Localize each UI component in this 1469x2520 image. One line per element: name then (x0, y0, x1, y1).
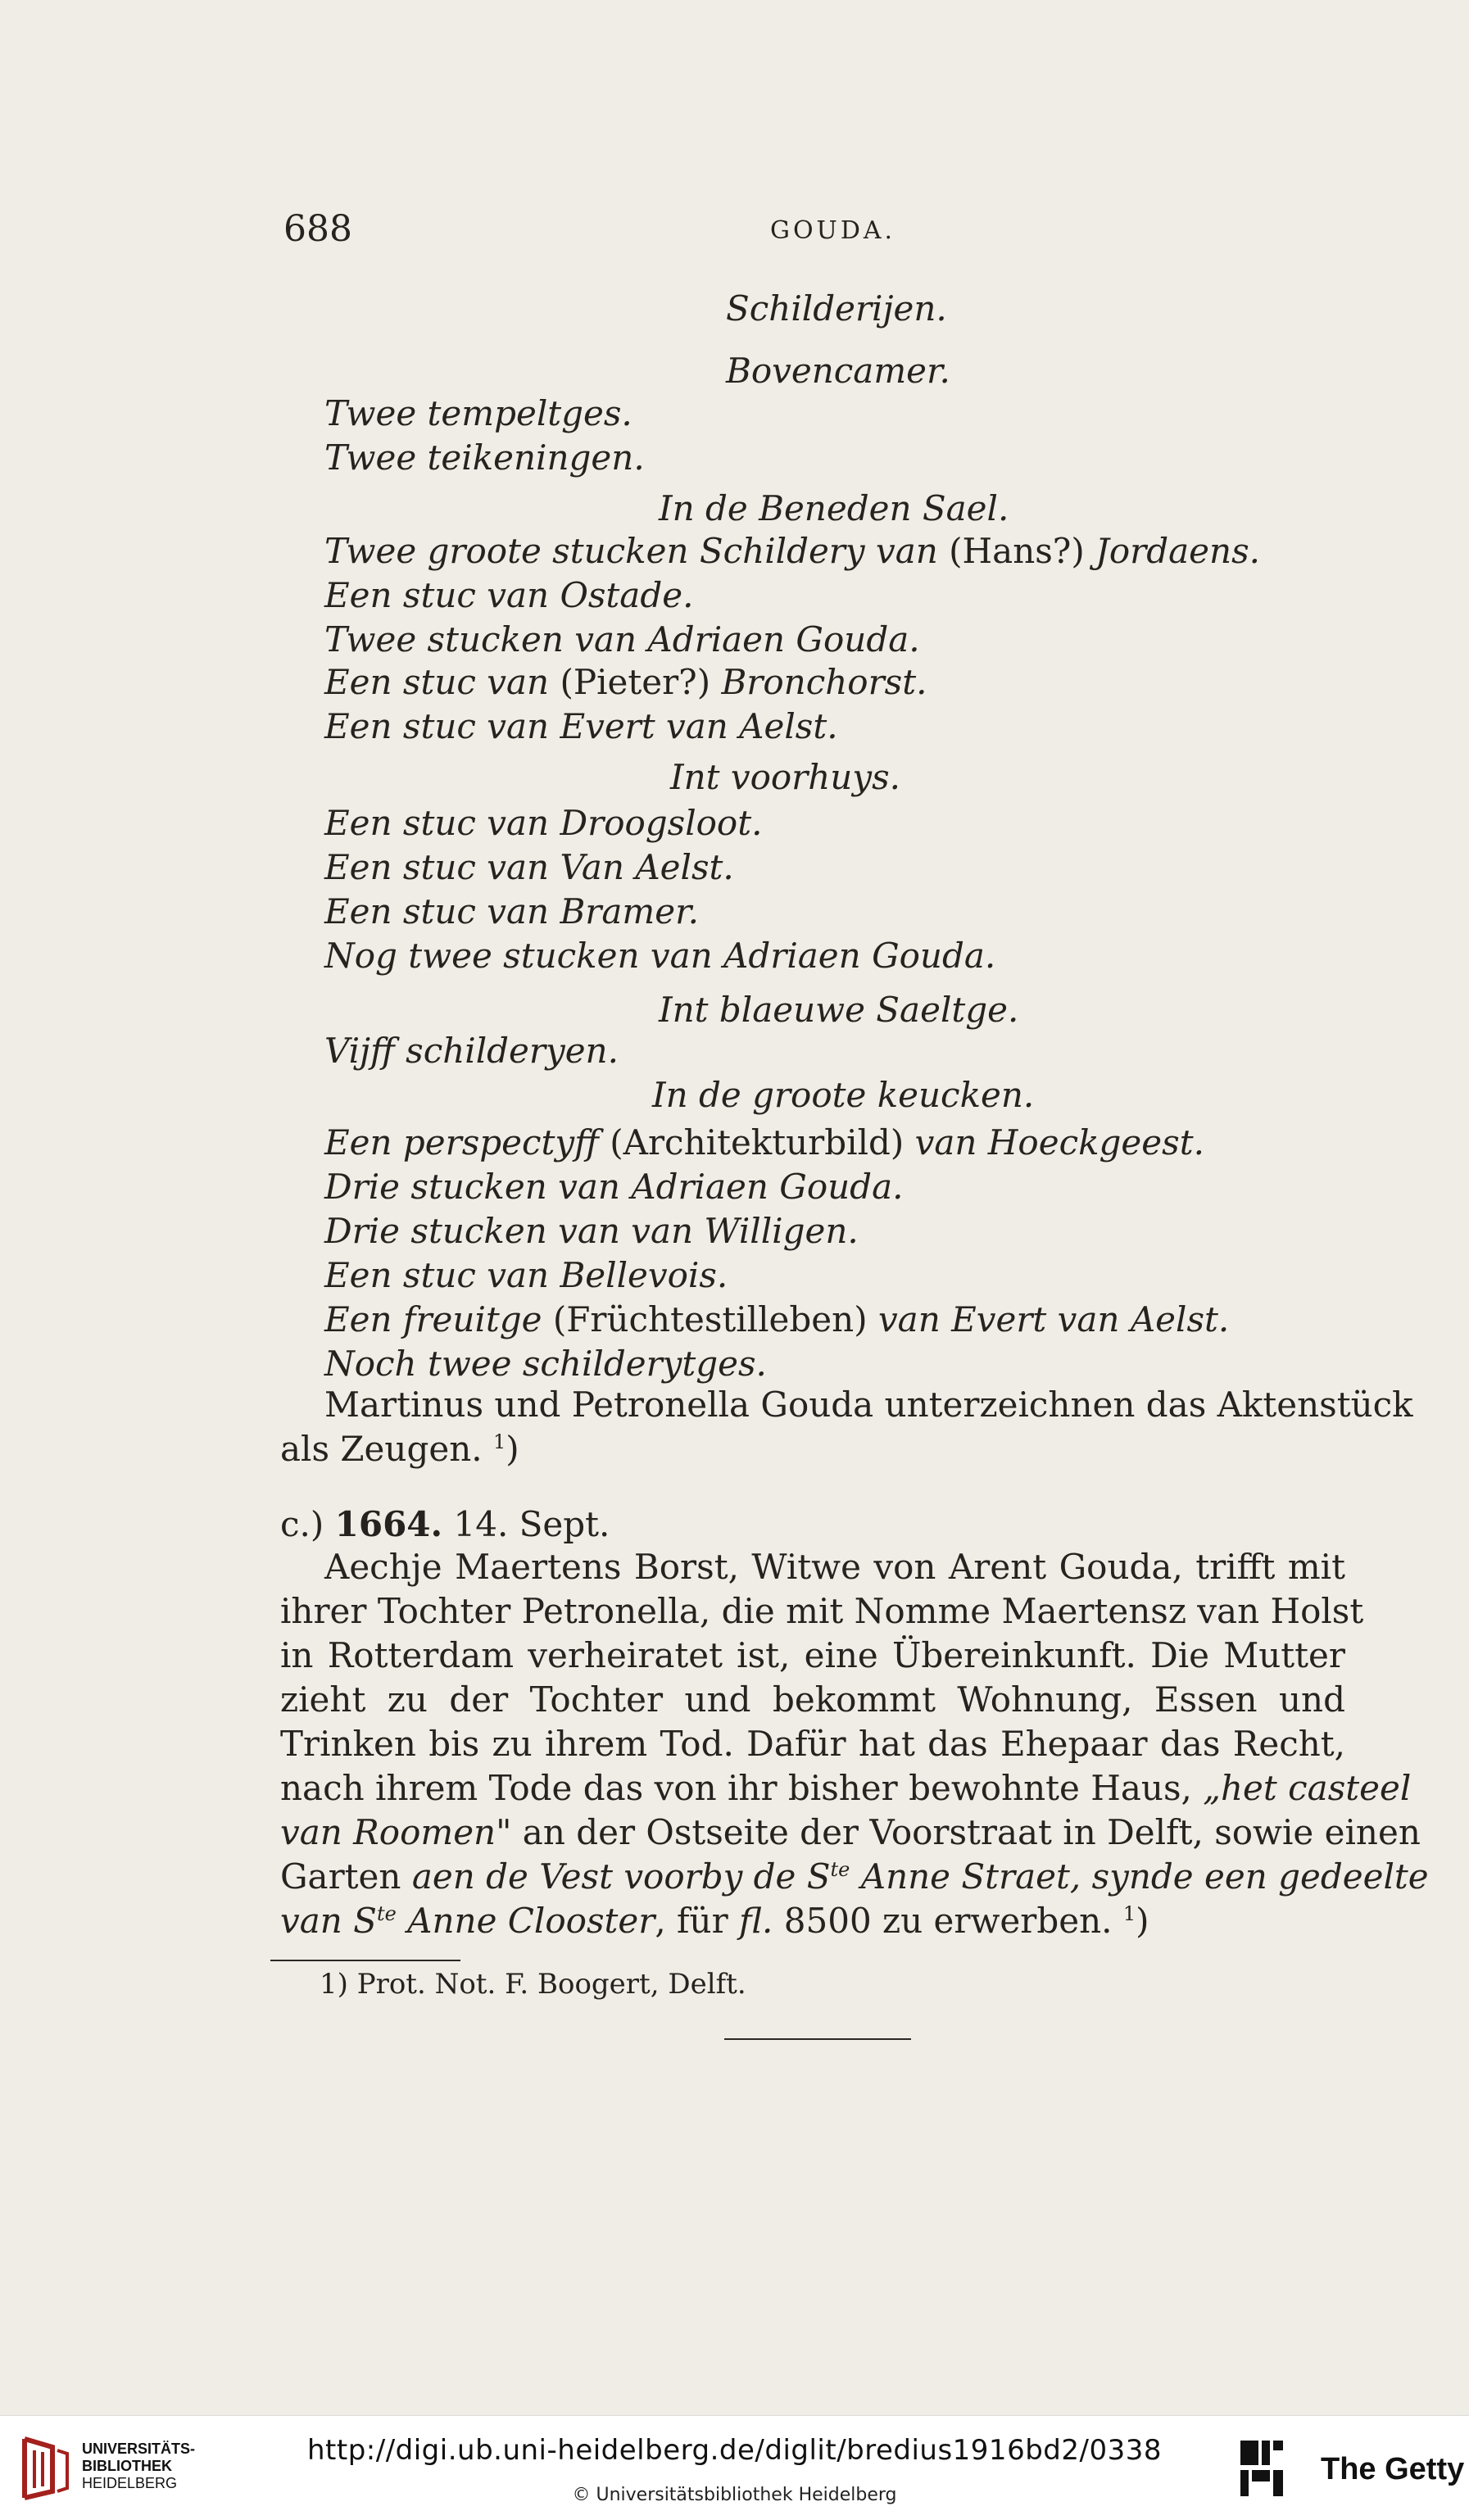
paragraph-line: Martinus und Petronella Gouda unterzeichnen das Aktenstück (324, 1385, 1413, 1425)
inventory-line: Een stuc van Evert van Aelst. (324, 706, 838, 746)
inventory-line: Noch twee schilderytges. (324, 1344, 767, 1384)
section-label: c.) (280, 1504, 324, 1544)
page-number: 688 (283, 208, 352, 250)
inventory-line: Een stuc van Bellevois. (324, 1255, 728, 1295)
library-line: UNIVERSITÄTS- (82, 2441, 196, 2457)
paragraph-text: als Zeugen. (280, 1429, 483, 1469)
inventory-text: Twee groote stucken Schildery van (324, 531, 950, 571)
quoted-text (280, 1901, 655, 1941)
superscript: te (376, 1902, 397, 1925)
inventory-line: Een stuc van Bramer. (324, 891, 699, 931)
footnote-paren: ) (1136, 1901, 1149, 1941)
paragraph-text: 8500 zu erwerben. (773, 1901, 1123, 1941)
superscript: te (830, 1858, 850, 1881)
paragraph-text: " an der Ostseite der Voorstraat in Delft, sowie einen (496, 1812, 1421, 1852)
inventory-line: Twee tempeltges. (324, 393, 632, 433)
paragraph-line (280, 1768, 1412, 1808)
footnote-ref: 1 (492, 1430, 506, 1453)
inventory-line: Een stuc van Ostade. (324, 575, 694, 615)
inventory-text: van Evert van Aelst. (867, 1299, 1230, 1339)
inventory-line: Vijff schilderyen. (324, 1031, 619, 1071)
quoted-name: van Roomen (280, 1812, 496, 1852)
inventory-text: Een perspectyff (324, 1122, 610, 1163)
inventory-note: (Pieter?) (560, 662, 711, 702)
end-rule (724, 2038, 911, 2040)
inventory-line (324, 531, 1260, 571)
section-date (280, 1504, 1345, 1544)
quoted-name: „het casteel (1203, 1768, 1412, 1808)
inventory-line: Nog twee stucken van Adriaen Gouda. (324, 936, 996, 976)
footnote-ref: 1 (1122, 1902, 1136, 1925)
section-day: 14. Sept. (453, 1504, 610, 1544)
section-year: 1664. (334, 1504, 443, 1544)
inventory-line: Drie stucken van van Willigen. (324, 1211, 859, 1251)
section-heading: Schilderijen. (726, 288, 947, 329)
paragraph-line: zieht zu der Tochter und bekommt Wohnung, Essen und (280, 1679, 1345, 1720)
permalink[interactable]: http://digi.ub.uni-heidelberg.de/diglit/bredius1916bd2/0338 (307, 2434, 1162, 2467)
room-heading: Int voorhuys. (670, 757, 900, 797)
paragraph-line: Aechje Maertens Borst, Witwe von Arent Gouda, trifft mit (324, 1547, 1345, 1587)
inventory-line: Twee teikeningen. (324, 437, 645, 478)
paragraph-line (280, 1429, 1345, 1469)
paragraph-line: Trinken bis zu ihrem Tod. Dafür hat das Ehepaar das Recht, (280, 1724, 1345, 1764)
inventory-text: Bronchorst. (710, 662, 927, 702)
paragraph-line: in Rotterdam verheiratet ist, eine Übereinkunft. Die Mutter (280, 1635, 1345, 1675)
copyright-notice: © Universitätsbibliothek Heidelberg (572, 2485, 897, 2505)
inventory-text: Jordaens. (1084, 531, 1260, 571)
quoted-part: Anne Clooster (396, 1901, 655, 1941)
room-heading: In de groote keucken. (652, 1075, 1035, 1115)
library-line: BIBLIOTHEK (82, 2458, 172, 2474)
room-heading: Bovencamer. (726, 351, 950, 391)
paragraph-line (280, 1856, 1429, 1897)
currency: fl. (739, 1901, 773, 1941)
footnote-paren: ) (506, 1429, 519, 1469)
inventory-line: Een stuc van Van Aelst. (324, 847, 734, 887)
library-line: HEIDELBERG (82, 2475, 178, 2491)
room-heading: In de Beneden Sael. (659, 488, 1009, 528)
inventory-note: (Architekturbild) (610, 1122, 905, 1163)
running-title: GOUDA. (770, 216, 896, 245)
inventory-text: van Hoeckgeest. (904, 1122, 1204, 1163)
quoted-part: aen de Vest voorby de S (411, 1856, 831, 1897)
inventory-line: Een stuc van Droogsloot. (324, 803, 763, 843)
footnote: 1) Prot. Not. F. Boogert, Delft. (320, 1968, 746, 2001)
inventory-line (324, 1299, 1229, 1339)
getty-logo-icon (1237, 2437, 1286, 2500)
inventory-text: Een stuc van (324, 662, 560, 702)
paragraph-line (280, 1812, 1421, 1852)
inventory-text: Een freuitge (324, 1299, 553, 1339)
partner-name: The Getty (1321, 2452, 1465, 2486)
room-heading: Int blaeuwe Saeltge. (659, 990, 1019, 1030)
inventory-line: Drie stucken van Adriaen Gouda. (324, 1167, 904, 1207)
inventory-line: Twee stucken van Adriaen Gouda. (324, 619, 920, 659)
quoted-part: van S (280, 1901, 377, 1941)
viewer-footer (0, 2415, 1469, 2520)
inventory-note: (Früchtestilleben) (552, 1299, 868, 1339)
paragraph-text: Garten (280, 1856, 412, 1897)
paragraph-line: ihrer Tochter Petronella, die mit Nomme Maertensz van Holst (280, 1591, 1364, 1631)
quoted-part: Anne Straet, synde een gedeelte (850, 1856, 1429, 1897)
paragraph-line (280, 1901, 1345, 1941)
inventory-note: (Hans?) (949, 531, 1085, 571)
quoted-text (412, 1856, 1429, 1897)
inventory-line (324, 662, 927, 702)
inventory-line (324, 1122, 1204, 1163)
paragraph-text: nach ihrem Tode das von ihr bisher bewohnte Haus, (280, 1768, 1204, 1808)
paragraph-text: , für (655, 1901, 740, 1941)
footnote-divider (270, 1960, 460, 1961)
